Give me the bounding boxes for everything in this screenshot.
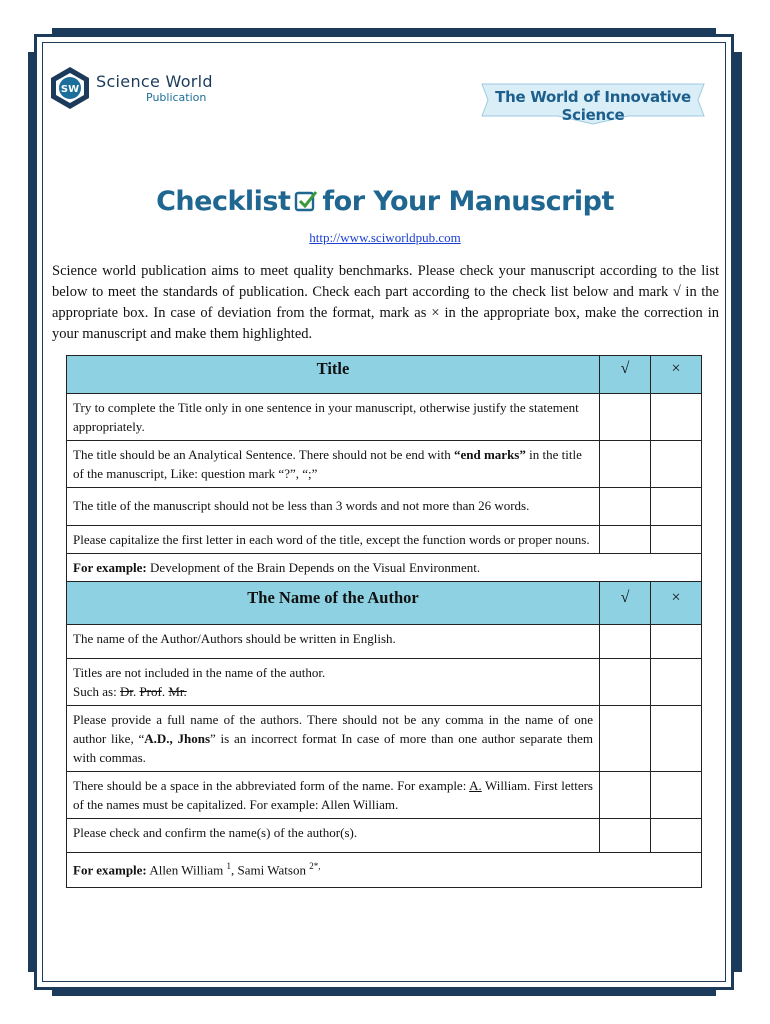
logo-subtitle: Publication <box>146 90 207 104</box>
section-header-row <box>67 356 702 394</box>
affiliation-superscript: 1 <box>226 861 232 871</box>
checklist-item <box>67 772 600 819</box>
check-box-cell[interactable] <box>600 526 651 554</box>
cross-box-cell[interactable] <box>651 772 702 819</box>
checklist-item: Please capitalize the first letter in each word of the title, except the function words or proper nouns. <box>67 526 600 554</box>
cross-box-cell[interactable] <box>651 526 702 554</box>
affiliation-superscript: 2*, <box>309 861 321 871</box>
table-row <box>67 772 702 819</box>
item-text: The title should be an Analytical Sentence. There should not be end with <box>73 447 454 462</box>
table-row <box>67 625 702 659</box>
check-box-cell[interactable] <box>600 772 651 819</box>
checklist-table <box>66 355 702 888</box>
cross-column-header: × <box>651 356 702 394</box>
item-text: Such as: <box>73 684 120 699</box>
tagline-ribbon <box>478 80 708 126</box>
website-link[interactable]: http://www.sciworldpub.com <box>309 230 461 245</box>
example-text: Allen William <box>146 862 227 878</box>
section-heading: Title <box>67 356 600 394</box>
example-row <box>67 554 702 582</box>
check-box-cell[interactable] <box>600 819 651 853</box>
struck-title: Dr <box>119 684 133 699</box>
table-row <box>67 488 702 526</box>
table-row <box>67 819 702 853</box>
intro-paragraph: Science world publication aims to meet quality benchmarks. Please check your manuscript according to the list below to meet the standards of publication. Check each part according to the check list below and mark √ in the appropriate box. In case of deviation from the format, mark as × in the appropriate box, make the correction in your manuscript and make them highlighted. <box>52 263 719 342</box>
check-box-cell[interactable] <box>600 625 651 659</box>
item-bold-text: A.D., Jhons <box>144 731 211 746</box>
checkbox-check-icon <box>294 189 318 213</box>
item-text: Please provide a full name of the authors. There should not be any comma in the name of one author like, “ <box>73 712 593 746</box>
cross-box-cell[interactable] <box>651 706 702 772</box>
check-column-header: √ <box>600 582 651 625</box>
struck-title: Mr. <box>168 684 187 699</box>
section-heading: The Name of the Author <box>67 582 600 625</box>
logo-name: Science World <box>96 71 213 91</box>
cross-box-cell[interactable] <box>651 659 702 706</box>
example-label: For example: <box>73 560 147 575</box>
title-part-1: Checklist <box>156 186 291 217</box>
table-row <box>67 706 702 772</box>
example-text: , Sami Watson <box>231 862 310 878</box>
check-box-cell[interactable] <box>600 706 651 772</box>
example-cell <box>67 554 702 582</box>
check-column-header: √ <box>600 356 651 394</box>
item-text: There should be a space in the abbreviated form of the name. For example: <box>73 778 470 793</box>
check-box-cell[interactable] <box>600 488 651 526</box>
item-underlined-text: A. <box>469 778 482 793</box>
checklist-item: Please check and confirm the name(s) of the author(s). <box>67 819 600 853</box>
cross-box-cell[interactable] <box>651 625 702 659</box>
cross-box-cell[interactable] <box>651 441 702 488</box>
hexagon-logo-icon <box>48 66 92 110</box>
check-box-cell[interactable] <box>600 659 651 706</box>
cross-column-header: × <box>651 582 702 625</box>
item-text: ” is an incorrect format In case of more than one author separate them with commas. <box>73 731 593 765</box>
checklist-item: The name of the Author/Authors should be written in English. <box>67 625 600 659</box>
example-text: Development of the Brain Depends on the Visual Environment. <box>146 560 481 575</box>
page-title <box>0 186 770 217</box>
example-label: For example: <box>73 862 147 878</box>
table-row <box>67 441 702 488</box>
section-header-row <box>67 582 702 625</box>
title-part-2: for Your Manuscript <box>322 186 614 217</box>
example-cell <box>67 853 702 888</box>
cross-box-cell[interactable] <box>651 394 702 441</box>
struck-title: Prof <box>139 684 162 699</box>
item-text: Titles are not included in the name of the author. <box>73 665 326 680</box>
table-row <box>67 659 702 706</box>
logo-initials: SW <box>60 84 80 95</box>
checklist-item <box>67 441 600 488</box>
publisher-logo <box>48 66 213 110</box>
check-box-cell[interactable] <box>600 394 651 441</box>
cross-box-cell[interactable] <box>651 488 702 526</box>
checklist-item: Try to complete the Title only in one sentence in your manuscript, otherwise justify the statement appropriately. <box>67 394 600 441</box>
table-row <box>67 526 702 554</box>
tagline-text: The World of Innovative Science <box>495 88 691 124</box>
item-text: in the title of the manuscript, Like: question mark “?”, “;” <box>73 447 582 481</box>
checklist-item: The title of the manuscript should not be less than 3 words and not more than 26 words. <box>67 488 600 526</box>
checklist-item: Titles are not included in the name of the author. Such as: Dr. Prof. Mr. <box>67 659 600 706</box>
check-box-cell[interactable] <box>600 441 651 488</box>
example-row <box>67 853 702 888</box>
item-bold-text: “end marks” <box>454 447 526 462</box>
cross-box-cell[interactable] <box>651 819 702 853</box>
checklist-item <box>67 706 600 772</box>
item-text: William. First letters of the names must be capitalized. For example: Allen William. <box>73 778 593 812</box>
table-row <box>67 394 702 441</box>
